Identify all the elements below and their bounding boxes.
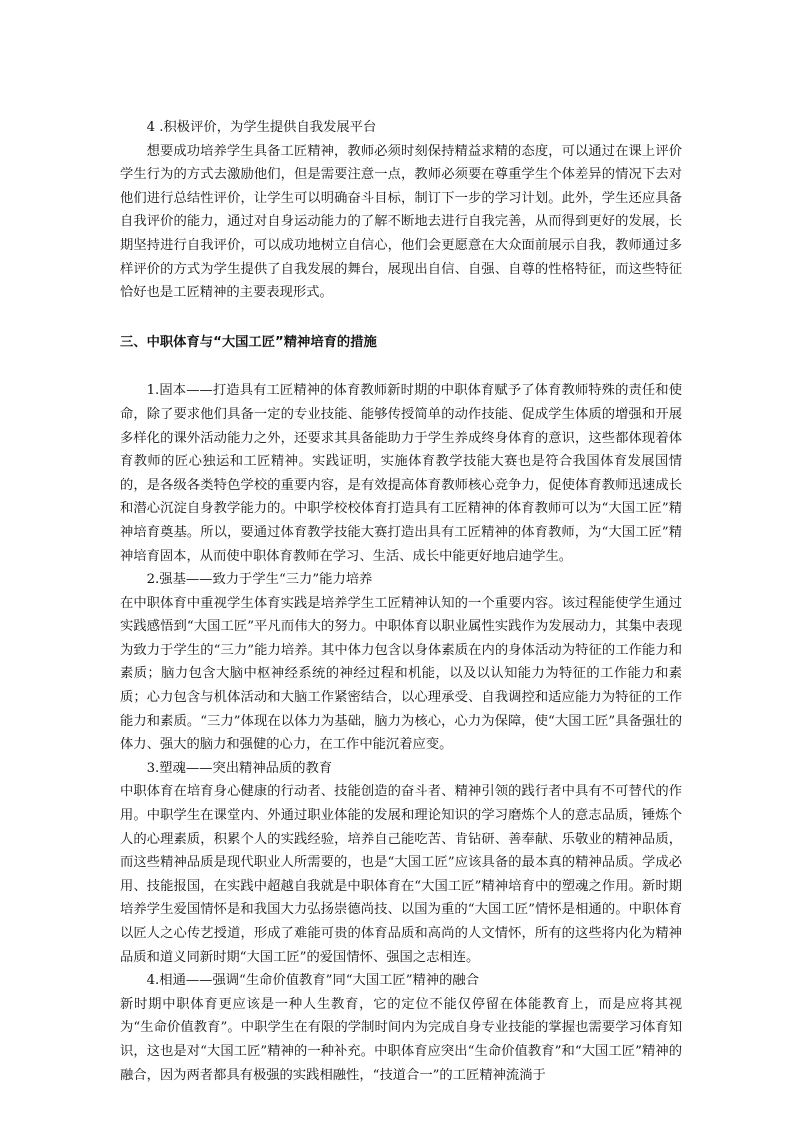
paragraph-evaluation: 想要成功培养学生具备工匠精神，教师必须时刻保持精益求精的态度，可以通过在课上评价学生行为的方式去激励他们，但是需要注意一点，教师必须要在尊重学生个体差异的情况下去对他们进行总结性评价，让学生可以明确奋斗目标，制订下一步的学习计划。此外，学生还应具备自我评价的能力，通过对自身运动能力的了解不断地去进行自我完善，从而得到更好的发展，长期坚持进行自我评价，可以成功地树立自信心，他们会更愿意在大众面前展示自我，教师通过多样评价的方式为学生提供了自我发展的舞台，展现出自信、自强、自尊的性格特征，而这些特征恰好也是工匠精神的主要表现形式。 <box>120 143 682 301</box>
section-title: 三、中职体育与“大国工匠”精神培育的措施 <box>120 334 377 350</box>
subheading-positive-evaluation: 4 .积极评价，为学生提供自我发展平台 <box>146 120 377 135</box>
paragraph-su-hun: 中职体育在培育身心健康的行动者、技能创造的奋斗者、精神引领的践行者中具有不可替代的作用。中职学生在课堂内、外通过职业体能的发展和理论知识的学习磨炼个人的意志品质，锤炼个人的心理素质，积累个人的实践经验，培养自己能吃苦、肯钻研、善奉献、乐敬业的精神品质，而这些精神品质是现代职业人所需要的，也是“大国工匠”应该具备的最本真的精神品质。学成必用、技能报国，在实践中超越自我就是中职体育在“大国工匠”精神培育中的塑魂之作用。新时期培养学生爱国情怀是和我国大力弘扬崇德尚技、以国为重的“大国工匠”情怀是相通的。中职体育以匠人之心传艺授道，形成了难能可贵的体育品质和高尚的人文情怀，所有的这些将内化为精神品质和道义同新时期“大国工匠”的爱国情怀、强国之志相连。 <box>120 784 682 965</box>
spacer <box>120 305 682 331</box>
paragraph-qiang-ji: 在中职体育中重视学生体育实践是培养学生工匠精神认知的一个重要内容。该过程能使学生通过实践感悟到“大国工匠”平凡而伟大的努力。中职体育以职业属性实践作为发展动力，其集中表现为致力于学生的“三力”能力培养。其中体力包含以身体素质在内的身体活动为特征的工作能力和素质；脑力包含大脑中枢神经系统的神经过程和机能，以及以认知能力为特征的工作能力和素质；心力包含与机体活动和大脑工作紧密结合，以心理承受、自我调控和适应能力为特征的工作能力和素质。“三力”体现在以体力为基础，脑力为核心，心力为保障，使“大国工匠”具备强壮的体力、强大的脑力和强健的心力，在工作中能沉着应变。 <box>120 595 682 753</box>
paragraph-xiang-tong: 新时期中职体育更应该是一种人生教育，它的定位不能仅停留在体能教育上，而是应将其视为“生命价值教育”。中职学生在有限的学制时间内为完成自身专业技能的掌握也需要学习体育知识，这也是对“大国工匠”精神的一种补充。中职体育应突出“生命价值教育”和“大国工匠”精神的融合，因为两者都具有极强的实践相融性，“技道合一”的工匠精神流淌于 <box>120 996 682 1083</box>
subheading-qiang-ji: 2.强基——致力于学生“三力”能力培养 <box>146 572 373 588</box>
paragraph-gu-ben: 1.固本——打造具有工匠精神的体育教师新时期的中职体育赋予了体育教师特殊的责任和使命，除了要求他们具备一定的专业技能、能够传授简单的动作技能、促成学生体质的增强和开展多样化的课外活动能力之外，还要求其具备能助力于学生养成终身体育的意识，这些都体现着体育教师的匠心独运和工匠精神。实践证明，实施体育教学技能大赛也是符合我国体育发展国情的，是各级各类特色学校的重要内容，是有效提高体育教师核心竞争力，促使体育教师迅速成长和潜心沉淀自身教学能力的。中职学校校体育打造具有工匠精神的体育教师可以为“大国工匠”精神培育奠基。所以，要通过体育教学技能大赛打造出具有工匠精神的体育教师，为“大国工匠”精神培育固本，从而使中职体育教师在学习、生活、成长中能更好地启迪学生。 <box>120 383 682 564</box>
spacer <box>120 354 682 379</box>
document-page <box>120 116 682 1087</box>
subheading-xiang-tong: 4.相通——强调“生命价值教育”同“大国工匠”精神的融合 <box>146 973 480 989</box>
subheading-su-hun: 3.塑魂——突出精神品质的教育 <box>146 760 333 776</box>
